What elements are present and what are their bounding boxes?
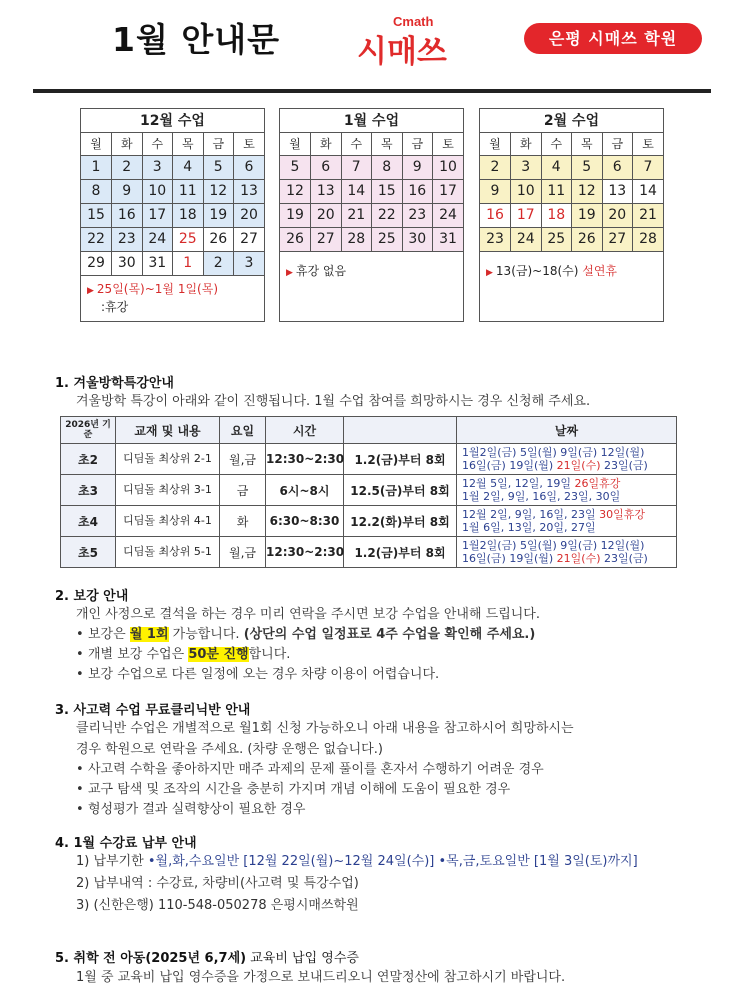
day-cell: 5 (280, 155, 311, 179)
text: 5. 취학 전 아동(2025년 6,7세) (55, 951, 247, 966)
day-cell: 2 (480, 155, 511, 179)
weekday-cell: 목 (572, 133, 603, 155)
start-cell: 1.2(금)부터 8회 (344, 444, 457, 475)
day-cell: 2 (203, 251, 234, 275)
grade-cell: 초2 (61, 444, 116, 475)
weekday-cell: 화 (511, 133, 542, 155)
list-item: • 교구 탐색 및 조작의 시간을 충분히 가지며 개념 이해에 도움이 필요한 경우 (76, 782, 511, 797)
payment-items: 2) 납부내역 : 수강료, 차량비(사고력 및 특강수업) (76, 876, 359, 891)
start-cell: 12.5(금)부터 8회 (344, 475, 457, 506)
day-cell: 10 (433, 155, 464, 179)
day-cell: 21 (633, 203, 664, 227)
day-cell: 13 (602, 179, 633, 203)
list-item: • 사고력 수학을 좋아하지만 매주 과제의 문제 풀이를 혼자서 수행하기 어려운 경우 (76, 762, 544, 777)
dates-line (462, 508, 676, 521)
day-cell: 23 (112, 227, 143, 251)
day-cell-holiday: 1 (173, 251, 204, 275)
grade-cell: 초3 (61, 475, 116, 506)
day-cell: 24 (142, 227, 173, 251)
day-cell: 20 (311, 203, 342, 227)
section-description: 개인 사정으로 결석을 하는 경우 미리 연락을 주시면 보강 수업을 안내해 드립니다. (76, 607, 541, 622)
day-cell: 26 (280, 227, 311, 251)
day-cell: 10 (142, 179, 173, 203)
section-description: 클리닉반 수업은 개별적으로 월1회 신청 가능하오니 아래 내용을 참고하시어 희망하시는 (76, 721, 574, 736)
dates-holiday: 21일(수) (556, 459, 601, 472)
weekday-cell: 월 (81, 133, 112, 155)
section-heading: 3. 사고력 수업 무료클리닉반 안내 (55, 703, 251, 718)
day-cell: 9 (112, 179, 143, 203)
day-cell: 13 (311, 179, 342, 203)
dates-cell (457, 506, 677, 537)
dates-line: 1월2일(금) 5일(월) 9일(금) 12일(월) (462, 539, 645, 552)
weekday-cell: 금 (602, 133, 633, 155)
dates-holiday: 30일휴강 (599, 508, 645, 521)
triangle-bullet-icon: ▶ (486, 267, 493, 278)
section-tuition (55, 832, 638, 917)
list-item: • 개별 보강 수업은 50분 진행합니다. (76, 647, 291, 662)
text: 보강은 (88, 627, 130, 642)
text: 개별 보강 수업은 (88, 647, 189, 662)
holiday-label: 설연휴 (582, 263, 618, 278)
day-cell: 30 (112, 251, 143, 275)
day-cell: 12 (203, 179, 234, 203)
holiday-range: 13(금)~18(수) (495, 263, 583, 278)
calendar-december (80, 108, 265, 322)
section-makeup-class (55, 585, 540, 685)
weekday-cell: 월 (480, 133, 511, 155)
table-row (61, 475, 677, 506)
day-cell: 17 (142, 203, 173, 227)
day-cell: 6 (311, 155, 342, 179)
weekday-cell: 목 (173, 133, 204, 155)
dates-line: 1월2일(금) 5일(월) 9일(금) 12일(월) (462, 446, 645, 459)
day-cell: 4 (173, 155, 204, 179)
section-heading: 1. 겨울방학특강안내 (55, 376, 174, 391)
day-cell: 22 (81, 227, 112, 251)
time-cell: 6:30~8:30 (266, 506, 344, 537)
book-cell: 디딤돌 최상위 3-1 (116, 475, 220, 506)
header-divider (33, 89, 711, 93)
day-cell: 11 (541, 179, 572, 203)
text: 형성평가 결과 실력향상이 필요한 경우 (88, 802, 306, 817)
table-row (61, 537, 677, 568)
section-winter-special (55, 372, 590, 413)
day-cell-holiday: 25 (173, 227, 204, 251)
section-description: 경우 학원으로 연락을 주세요. (차량 운행은 없습니다.) (76, 742, 383, 757)
text: 1) 납부기한 (76, 854, 148, 869)
calendar-note (81, 276, 264, 320)
day-cell: 14 (341, 179, 372, 203)
day-cell: 28 (341, 227, 372, 251)
calendar-grid (280, 133, 463, 252)
day-cell: 4 (541, 155, 572, 179)
day-cell: 19 (203, 203, 234, 227)
triangle-bullet-icon: ▶ (87, 285, 94, 296)
day-cell: 25 (541, 227, 572, 251)
weekday-cell: 토 (234, 133, 265, 155)
table-row (61, 444, 677, 475)
day-cell: 26 (203, 227, 234, 251)
day-cell: 15 (372, 179, 403, 203)
day-cell: 21 (341, 203, 372, 227)
day-cell: 3 (511, 155, 542, 179)
day-cell: 20 (234, 203, 265, 227)
day-cell: 24 (511, 227, 542, 251)
calendar-title: 1월 수업 (280, 109, 463, 133)
book-cell: 디딤돌 최상위 4-1 (116, 506, 220, 537)
triangle-bullet-icon: ▶ (286, 267, 293, 278)
day-cell: 6 (234, 155, 265, 179)
calendar-grid (480, 133, 663, 252)
day-cell: 8 (81, 179, 112, 203)
text: 교육비 납입 영수증 (246, 951, 359, 966)
book-cell: 디딤돌 최상위 2-1 (116, 444, 220, 475)
column-header: 시간 (266, 417, 344, 444)
time-cell: 12:30~2:30 (266, 537, 344, 568)
column-header: 교재 및 내용 (116, 417, 220, 444)
list-item: • 보강 수업으로 다른 일정에 오는 경우 차량 이용이 어렵습니다. (76, 667, 440, 682)
day-cell: 9 (402, 155, 433, 179)
weekday-cell: 금 (203, 133, 234, 155)
calendar-note (480, 252, 663, 286)
dates-cell (457, 444, 677, 475)
day-cell: 23 (402, 203, 433, 227)
day-cell: 5 (572, 155, 603, 179)
day-cell: 6 (602, 155, 633, 179)
list-item: • 보강은 월 1회 가능합니다. (상단의 수업 일정표로 4주 수업을 확인해 주세요.) (76, 627, 536, 642)
day-cell: 3 (234, 251, 265, 275)
day-cell: 16 (402, 179, 433, 203)
time-cell: 12:30~2:30 (266, 444, 344, 475)
start-cell: 1.2(금)부터 8회 (344, 537, 457, 568)
dates-text: 23일(금) (600, 459, 648, 472)
dates-line: 1월 6일, 13일, 20일, 27일 (462, 521, 596, 534)
calendar-title: 12월 수업 (81, 109, 264, 133)
day-cell: 10 (511, 179, 542, 203)
weekday-cell: 월 (280, 133, 311, 155)
day-cell: 9 (480, 179, 511, 203)
day-cell: 15 (81, 203, 112, 227)
weekday-cell: 목 (372, 133, 403, 155)
weekday-cell: 토 (433, 133, 464, 155)
calendar-note (280, 252, 463, 286)
weekday-cell: 화 (112, 133, 143, 155)
day-cell: 7 (341, 155, 372, 179)
grade-cell: 초5 (61, 537, 116, 568)
calendar-grid (81, 133, 264, 276)
due-date-group-b: •목,금,토요일반 [1월 3일(토)까지] (434, 854, 638, 869)
holiday-label: 휴강 없음 (295, 263, 347, 278)
day-cell: 28 (633, 227, 664, 251)
weekday-cell: 토 (633, 133, 664, 155)
day-cell-holiday: 18 (541, 203, 572, 227)
dates-holiday: 21일(수) (556, 552, 601, 565)
day-cell: 11 (173, 179, 204, 203)
list-item: • 형성평가 결과 실력향상이 필요한 경우 (76, 802, 306, 817)
section-description: 겨울방학 특강이 아래와 같이 진행됩니다. 1월 수업 참여를 희망하시는 경우 신청해 주세요. (76, 394, 591, 409)
dates-text: 23일(금) (600, 552, 648, 565)
day-cell: 20 (602, 203, 633, 227)
day-cell: 1 (81, 155, 112, 179)
days-cell: 금 (220, 475, 266, 506)
dates-cell (457, 537, 677, 568)
grade-cell: 초4 (61, 506, 116, 537)
dates-line (462, 477, 676, 490)
page-title: 1월 안내문 (112, 20, 280, 59)
logo-superscript: Cmath (393, 14, 434, 29)
text: 사고력 수학을 좋아하지만 매주 과제의 문제 풀이를 혼자서 수행하기 어려운 경우 (88, 762, 544, 777)
text: 보강 수업으로 다른 일정에 오는 경우 차량 이용이 어렵습니다. (88, 667, 440, 682)
day-cell: 23 (480, 227, 511, 251)
emphasis: (상단의 수업 일정표로 4주 수업을 확인해 주세요.) (243, 627, 536, 642)
day-cell-holiday: 17 (511, 203, 542, 227)
calendar-february (479, 108, 664, 322)
start-cell: 12.2(화)부터 8회 (344, 506, 457, 537)
section-heading (55, 947, 565, 966)
section-heading: 4. 1월 수강료 납부 안내 (55, 836, 197, 851)
weekday-cell: 금 (402, 133, 433, 155)
calendar-title: 2월 수업 (480, 109, 663, 133)
day-cell: 12 (280, 179, 311, 203)
text: 가능합니다. (168, 627, 244, 642)
day-cell: 26 (572, 227, 603, 251)
dates-line (462, 459, 676, 472)
column-header: 날짜 (457, 417, 677, 444)
text: 교구 탐색 및 조작의 시간을 충분히 가지며 개념 이해에 도움이 필요한 경우 (88, 782, 511, 797)
day-cell: 25 (372, 227, 403, 251)
days-cell: 월,금 (220, 537, 266, 568)
dates-cell (457, 475, 677, 506)
dates-text: 12월 2일, 9일, 16일, 23일 (462, 508, 600, 521)
holiday-label: :휴강 (101, 299, 129, 314)
day-cell: 8 (372, 155, 403, 179)
highlight: 50분 진행 (188, 647, 249, 662)
text: 합니다. (248, 647, 291, 662)
weekday-cell: 수 (142, 133, 173, 155)
holiday-range: 25일(목)~1월 1일(목) (96, 281, 219, 296)
day-cell: 19 (572, 203, 603, 227)
table-row (61, 506, 677, 537)
day-cell: 31 (142, 251, 173, 275)
academy-badge: 은평 시매쓰 학원 (524, 23, 702, 54)
column-header: 요일 (220, 417, 266, 444)
section-description: 1월 중 교육비 납입 영수증을 가정으로 보내드리오니 연말정산에 참고하시기 바랍니다. (76, 970, 566, 985)
due-date-line (55, 851, 638, 873)
dates-line: 1월 2일, 9일, 16일, 23일, 30일 (462, 490, 621, 503)
dates-text: 16일(금) 19일(월) (462, 459, 557, 472)
dates-text: 12월 5일, 12일, 19일 (462, 477, 575, 490)
highlight: 월 1회 (129, 627, 169, 642)
section-heading: 2. 보강 안내 (55, 589, 129, 604)
day-cell: 13 (234, 179, 265, 203)
day-cell: 3 (142, 155, 173, 179)
day-cell: 7 (633, 155, 664, 179)
day-cell: 2 (112, 155, 143, 179)
day-cell: 22 (372, 203, 403, 227)
day-cell: 27 (234, 227, 265, 251)
day-cell: 18 (173, 203, 204, 227)
section-free-clinic (55, 699, 574, 820)
dates-holiday: 26일휴강 (574, 477, 621, 490)
day-cell: 24 (433, 203, 464, 227)
day-cell: 31 (433, 227, 464, 251)
days-cell: 화 (220, 506, 266, 537)
calendar-january (279, 108, 464, 322)
day-cell: 29 (81, 251, 112, 275)
day-cell: 19 (280, 203, 311, 227)
special-course-table (60, 416, 677, 568)
dates-line (462, 552, 676, 565)
weekday-cell: 수 (341, 133, 372, 155)
due-date-group-a: •월,화,수요일반 [12월 22일(월)~12월 24일(수)] (147, 854, 435, 869)
logo (357, 10, 497, 68)
dates-text: 16일(금) 19일(월) (462, 552, 557, 565)
day-cell: 16 (112, 203, 143, 227)
section-receipt (55, 947, 565, 990)
day-cell: 27 (602, 227, 633, 251)
day-cell: 12 (572, 179, 603, 203)
weekday-cell: 화 (311, 133, 342, 155)
days-cell: 월,금 (220, 444, 266, 475)
column-header: 2026년 기준 (61, 417, 116, 444)
column-header (344, 417, 457, 444)
day-cell: 5 (203, 155, 234, 179)
day-cell: 17 (433, 179, 464, 203)
day-cell: 30 (402, 227, 433, 251)
header (0, 0, 743, 95)
day-cell: 27 (311, 227, 342, 251)
book-cell: 디딤돌 최상위 5-1 (116, 537, 220, 568)
weekday-cell: 수 (541, 133, 572, 155)
time-cell: 6시~8시 (266, 475, 344, 506)
bank-account: 3) (신한은행) 110-548-050278 은평시매쓰학원 (76, 898, 359, 913)
logo-wordmark: 시매쓰 (357, 34, 447, 70)
day-cell: 14 (633, 179, 664, 203)
day-cell-holiday: 16 (480, 203, 511, 227)
